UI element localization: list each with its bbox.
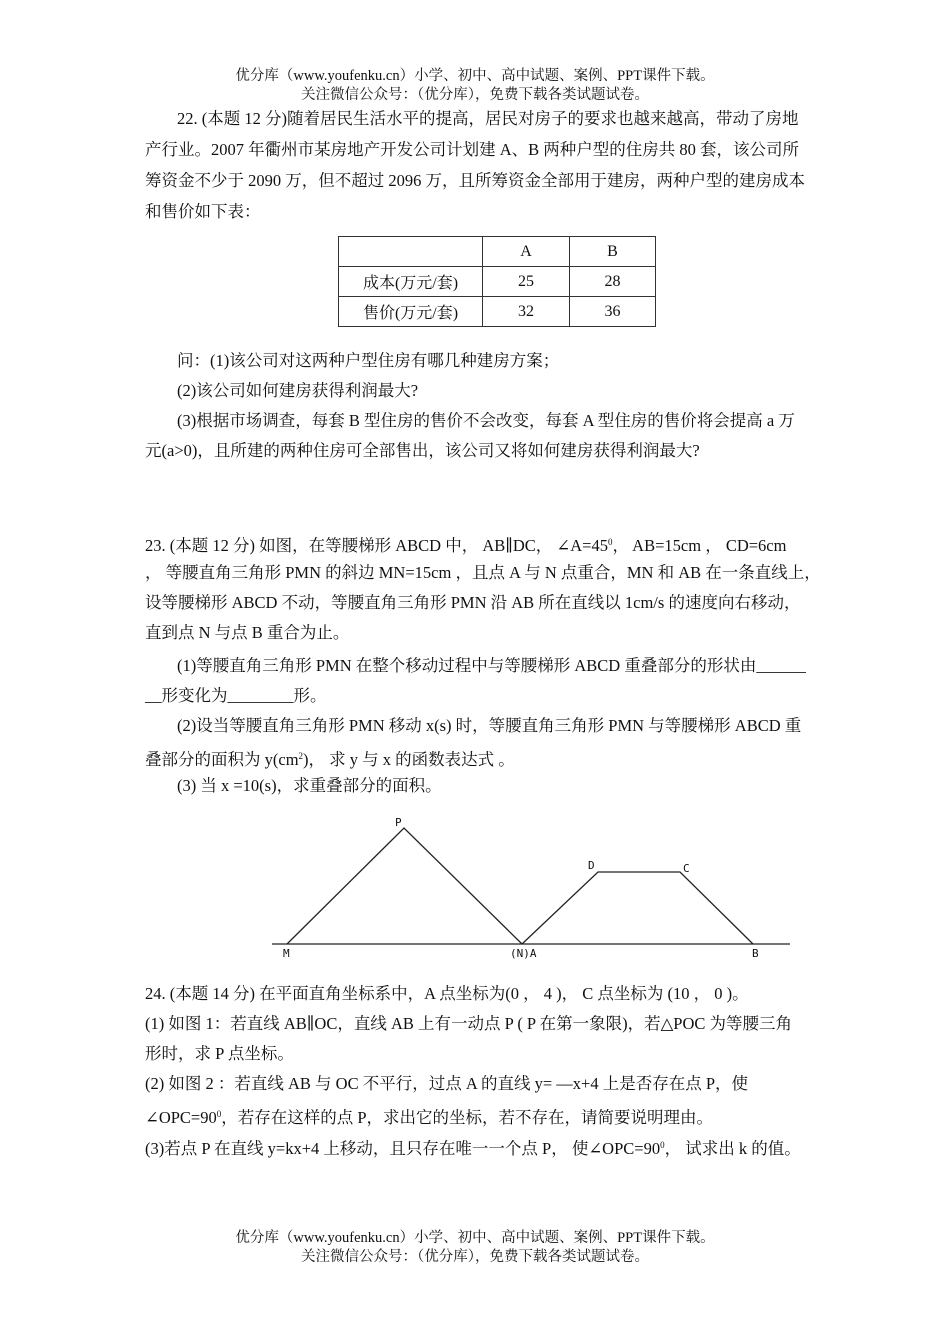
table-cell: 25	[483, 267, 570, 297]
q23-part-2b-text: 叠部分的面积为 y(cm	[145, 750, 299, 769]
q22-line-2: 产行业。2007 年衢州市某房地产开发公司计划建 A、B 两种户型的住房共 80 套，该公司所	[145, 140, 800, 159]
footer-line-2: 关注微信公众号：（优分库），免费下载各类试题试卷。	[301, 1249, 649, 1265]
q24-line-4: (2) 如图 2 ：若直线 AB 与 OC 不平行，过点 A 的直线 y= —x+4 上是否存在点 P，使	[145, 1074, 748, 1093]
degree-mark: 0	[607, 537, 613, 547]
table-cell: B	[570, 237, 656, 267]
q24-line-6-tail: ， 试求出 k 的值。	[664, 1139, 801, 1158]
label-d: D	[588, 859, 595, 872]
label-m: M	[283, 947, 290, 960]
q24-line-5-tail: ，若存在这样的点 P，求出它的坐标，若不存在，请简要说明理由。	[221, 1108, 714, 1127]
label-p: P	[395, 816, 402, 829]
q23-line-3: 设等腰梯形 ABCD 不动，等腰直角三角形 PMN 沿 AB 所在直线以 1cm/s 的速度向右移动，	[145, 593, 801, 612]
q22-line-3: 筹资金不少于 2090 万，但不超过 2096 万，且所筹资金全部用于建房，两种户型的建房成本	[145, 171, 805, 190]
q24-line-3: 形时，求 P 点坐标。	[145, 1044, 294, 1063]
q22-line-1: 22. (本题 12 分)随着居民生活水平的提高，居民对房子的要求也越来越高，带动了房地	[177, 109, 799, 128]
q23-line-2: ， 等腰直角三角形 PMN 的斜边 MN=15cm ，且点 A 与 N 点重合，MN 和 AB 在一条直线上，	[145, 563, 821, 582]
q24-line-2: (1) 如图 1：若直线 AB∥OC，直线 AB 上有一动点 P ( P 在第一象限)，若△POC 为等腰三角	[145, 1014, 793, 1033]
degree-mark: 0	[216, 1109, 222, 1119]
table-cell: 36	[570, 297, 656, 327]
table-cell: 售价(万元/套)	[339, 297, 483, 327]
q22-part-2: (2)该公司如何建房获得利润最大?	[177, 381, 419, 400]
q23-line-4: 直到点 N 与点 B 重合为止。	[145, 623, 350, 642]
q24-line-6	[145, 1135, 801, 1159]
label-c: C	[683, 862, 690, 875]
q22-part-1: 问：(1)该公司对这两种户型住房有哪几种建房方案；	[177, 351, 560, 370]
q24-line-1: 24. (本题 14 分) 在平面直角坐标系中，A 点坐标为(0 ， 4 )， C 点坐标为 (10 ， 0 )。	[145, 984, 749, 1003]
table-cell: A	[483, 237, 570, 267]
q22-part-3b: 元(a>0)，且所建的两种住房可全部售出，该公司又将如何建房获得利润最大?	[145, 441, 700, 460]
q23-part-1b: __形变化为________形。	[145, 686, 327, 705]
label-na: (N)A	[510, 947, 537, 960]
label-b: B	[752, 947, 759, 960]
q22-part-3a: (3)根据市场调查，每套 B 型住房的售价不会改变，每套 A 型住房的售价将会提高 a 万	[177, 411, 795, 430]
degree-mark: 0	[660, 1140, 665, 1150]
table-cell: 成本(万元/套)	[339, 267, 483, 297]
q23-part-2a: (2)设当等腰直角三角形 PMN 移动 x(s) 时，等腰直角三角形 PMN 与等腰梯形 ABCD 重	[177, 716, 802, 735]
trapezoid-abcd	[522, 872, 753, 944]
triangle-pmn	[287, 828, 522, 944]
q24-line-5-text: ∠OPC=90	[145, 1108, 217, 1127]
header-line-2: 关注微信公众号：（优分库），免费下载各类试题试卷。	[301, 87, 649, 103]
table-cell: 28	[570, 267, 656, 297]
table-cell: 32	[483, 297, 570, 327]
square-mark: 2	[298, 751, 304, 761]
q23-part-2b-tail: )， 求 y 与 x 的函数表达式 。	[303, 750, 515, 769]
q23-line-1-tail: ， AB=15cm ， CD=6cm	[612, 536, 787, 555]
q23-part-3: (3) 当 x =10(s)，求重叠部分的面积。	[177, 776, 442, 795]
q23-line-1-text: 23. (本题 12 分) 如图，在等腰梯形 ABCD 中， AB∥DC， ∠A=45	[145, 536, 608, 555]
q24-line-5	[145, 1104, 713, 1128]
footer-line-1: 优分库（www.youfenku.cn）小学、初中、高中试题、案例、PPT课件下载。	[235, 1230, 715, 1246]
header-line-1: 优分库（www.youfenku.cn）小学、初中、高中试题、案例、PPT课件下载。	[235, 68, 715, 84]
q24-line-6-text: (3)若点 P 在直线 y=kx+4 上移动，且只存在唯一一个点 P， 使∠OPC=90	[145, 1139, 661, 1158]
q23-part-1a: (1)等腰直角三角形 PMN 在整个移动过程中与等腰梯形 ABCD 重叠部分的形状由______	[177, 656, 806, 675]
q22-line-4: 和售价如下表：	[145, 202, 261, 221]
